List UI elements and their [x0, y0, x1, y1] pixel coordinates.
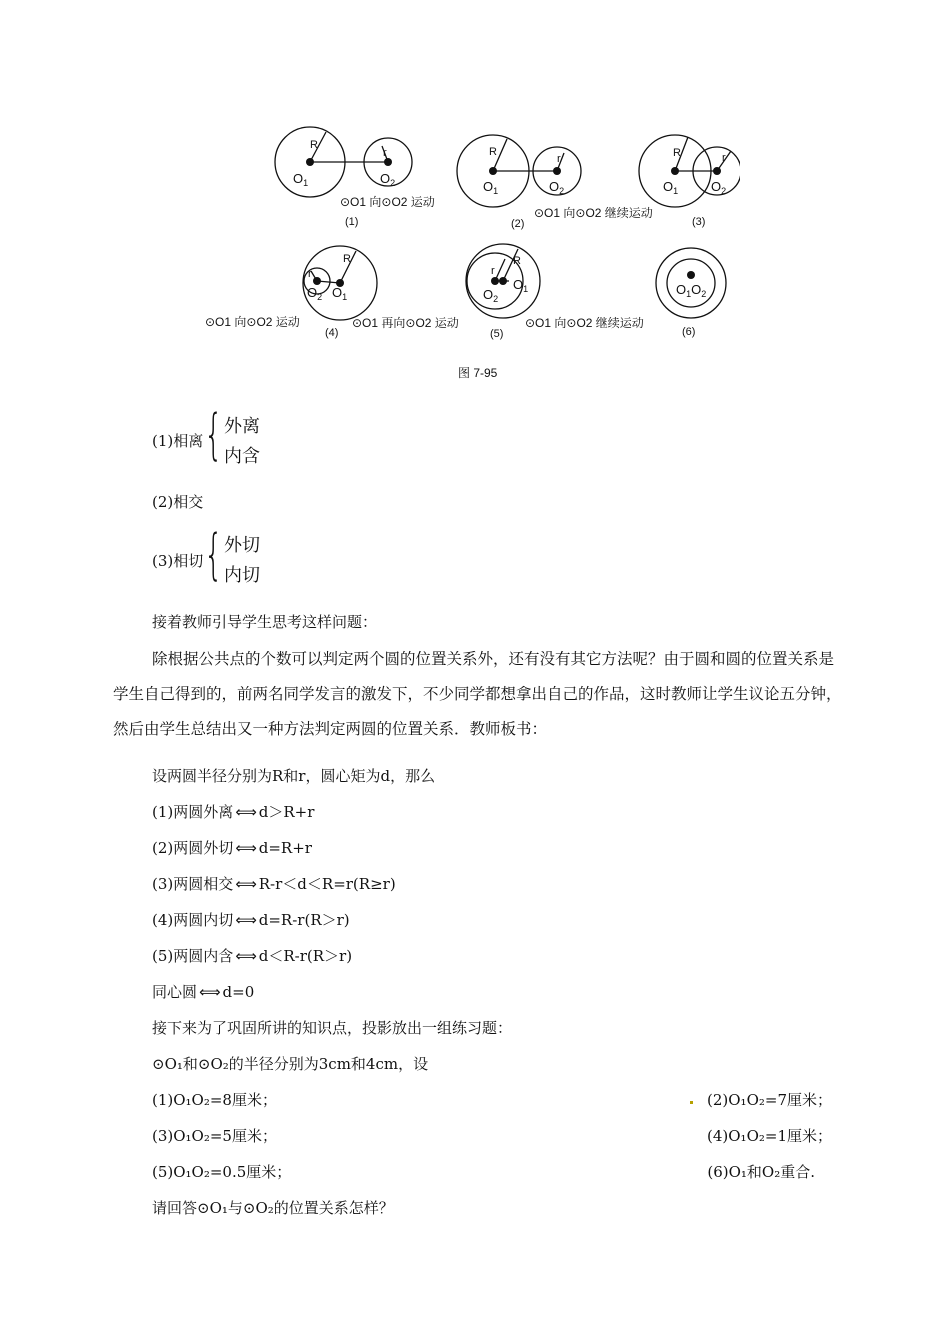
- svg-text:(4): (4): [325, 327, 339, 339]
- exercise-item: (4)O₁O₂=1厘米；: [707, 1127, 832, 1145]
- relation-row: (5)两圆内含 ⟺ d＜R-r(R＞r): [152, 947, 353, 965]
- circle-position-figure: [180, 115, 740, 385]
- svg-text:⊙O1 向⊙O2 运动: ⊙O1 向⊙O2 运动: [340, 195, 435, 209]
- relation-row: (4)两圆内切 ⟺ d=R-r(R＞r): [152, 911, 350, 929]
- svg-text:O2: $O_2$: [380, 171, 396, 188]
- svg-text:r: r: [308, 268, 312, 280]
- class-intersect: (2)相交: [152, 493, 204, 511]
- svg-text:⊙O1 向⊙O2 继续运动: ⊙O1 向⊙O2 继续运动: [525, 316, 644, 330]
- svg-text:O1O2: $O_1O_2$: [676, 282, 707, 299]
- svg-text:O2: $O_2$: [711, 179, 727, 196]
- svg-text:(5): (5): [490, 328, 504, 340]
- svg-text:(6): (6): [682, 326, 696, 338]
- para-define: 设两圆半径分别为R和r，圆心矩为d，那么: [152, 767, 436, 785]
- exercise-question: 请回答⊙O₁与⊙O₂的位置关系怎样？: [152, 1199, 394, 1217]
- relation-row: 同心圆 ⟺ d=0: [152, 983, 255, 1001]
- svg-text:O1: $O_1$: [663, 179, 679, 196]
- svg-text:O1: $O_1$: [332, 285, 348, 302]
- svg-text:(1): (1): [345, 216, 359, 228]
- figure-caption: 图 7-95: [458, 366, 498, 380]
- svg-text:R: R: [489, 146, 497, 158]
- svg-text:r: r: [557, 153, 561, 165]
- svg-text:O1: $O_1$: [483, 179, 499, 196]
- svg-text:R: R: [310, 139, 318, 151]
- svg-text:r: r: [491, 265, 495, 277]
- para-teacher-guide: 接着教师引导学生思考这样问题：: [152, 613, 378, 631]
- exercise-item: (3)O₁O₂=5厘米；: [152, 1127, 277, 1145]
- svg-text:(2): (2): [511, 218, 525, 230]
- exercise-item: (1)O₁O₂=8厘米；: [152, 1091, 277, 1109]
- svg-text:R: R: [673, 147, 681, 159]
- stray-dot: [690, 1101, 693, 1104]
- exercise-intro: 接下来为了巩固所讲的知识点，投影放出一组练习题：: [152, 1019, 513, 1037]
- relation-row: (3)两圆相交 ⟺ R-r＜d＜R=r(R≥r): [152, 875, 396, 893]
- svg-text:O2: $O_2$: [307, 285, 323, 302]
- svg-text:R: R: [343, 253, 351, 265]
- exercise-item: (5)O₁O₂=0.5厘米；: [152, 1163, 292, 1181]
- svg-text:⊙O1 向⊙O2 运动: ⊙O1 向⊙O2 运动: [205, 315, 300, 329]
- para-method: 除根据公共点的个数可以判定两个圆的位置关系外，还有没有其它方法呢？由于圆和圆的位置关系是学生自己得到的，前两名同学发言的激发下，不少同学都想拿出自己的作品，这时教师让学生议论五分钟，然后由学生总结出又一种方法判定两圆的位置关系．教师板书：: [113, 650, 842, 738]
- svg-text:(3): (3): [692, 216, 706, 228]
- relation-row: (2)两圆外切 ⟺ d=R+r: [152, 839, 312, 857]
- svg-text:⊙O1 向⊙O2 继续运动: ⊙O1 向⊙O2 继续运动: [534, 206, 653, 220]
- exercise-item: (2)O₁O₂=7厘米；: [707, 1091, 832, 1109]
- svg-text:O2: $O_2$: [483, 287, 499, 304]
- svg-text:O2: $O_2$: [549, 179, 565, 196]
- exercise-item: (6)O₁和O₂重合.: [707, 1163, 815, 1181]
- svg-text:⊙O1 再向⊙O2 运动: ⊙O1 再向⊙O2 运动: [352, 316, 459, 330]
- svg-text:r: r: [722, 152, 726, 164]
- svg-text:R: R: [513, 255, 521, 267]
- svg-text:O1: $O_1$: [293, 171, 309, 188]
- relation-row: (1)两圆外离 ⟺ d＞R+r: [152, 803, 315, 821]
- svg-text:r: r: [383, 147, 387, 159]
- svg-text:O1: $O_1$: [513, 277, 529, 294]
- exercise-given: ⊙O₁和⊙O₂的半径分别为3cm和4cm，设: [152, 1055, 429, 1073]
